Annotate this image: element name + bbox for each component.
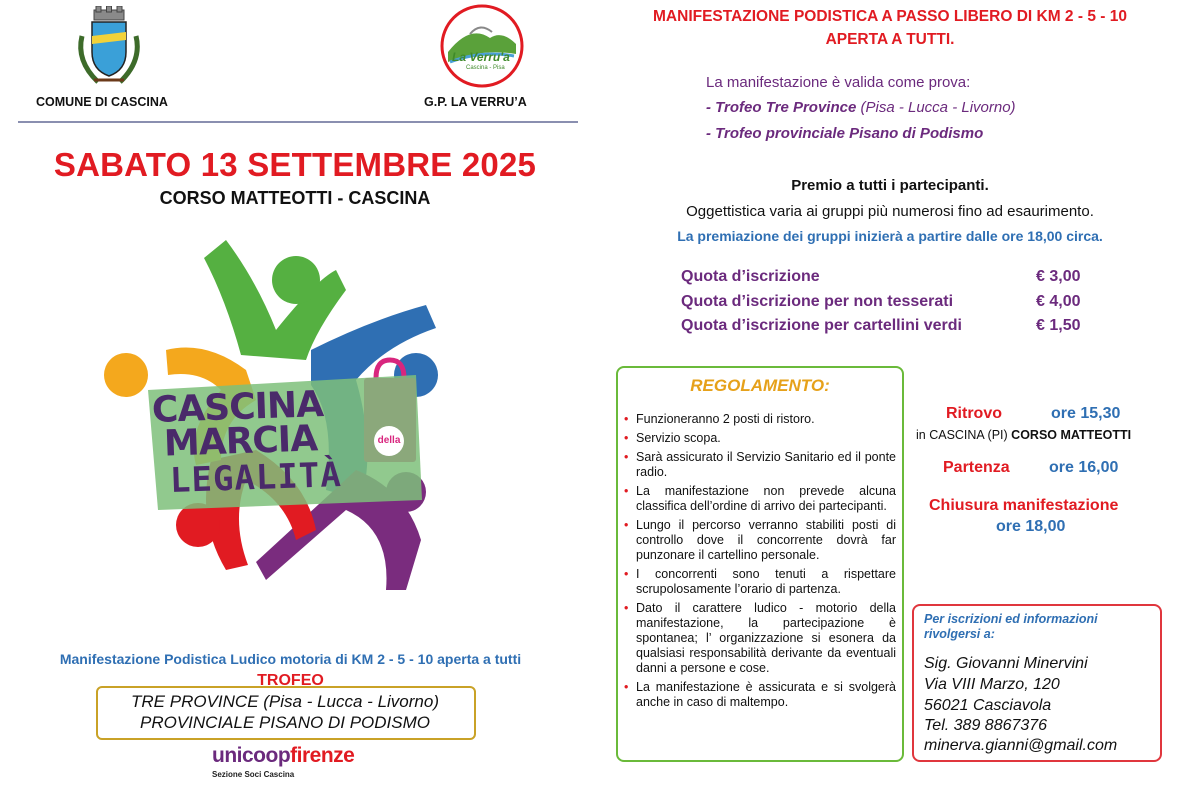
regolamento-list <box>624 412 896 714</box>
logo-tag: della <box>374 426 404 456</box>
partenza-label: Partenza <box>943 459 1010 476</box>
trofeo-line-1: TRE PROVINCE (Pisa - Lucca - Livorno) <box>131 692 439 711</box>
comune-label: COMUNE DI CASCINA <box>36 95 168 109</box>
validity-item-1-name: - Trofeo Tre Province <box>706 99 857 116</box>
event-date: SABATO 13 SETTEMBRE 2025 <box>53 146 537 183</box>
contact-email[interactable]: minerva.gianni@gmail.com <box>924 737 1118 754</box>
regolamento-item: • Sarà assicurato il Servizio Sanitario ed il ponte radio. <box>624 450 896 480</box>
contact-phone: Tel. 389 8867376 <box>924 717 1048 734</box>
sponsor-logo <box>212 744 354 768</box>
contact-street: Via VIII Marzo, 120 <box>924 676 1060 693</box>
fee-label-3: Quota d’iscrizione per cartellini verdi <box>681 317 962 334</box>
club-label: G.P. LA VERRU’A <box>424 95 527 109</box>
ritrovo-place-prefix: in CASCINA (PI) <box>916 428 1012 442</box>
ritrovo-time: ore 15,30 <box>1051 405 1121 422</box>
club-logo-subtext: Cascina - Pisa <box>466 65 505 71</box>
logo-line-3: LEGALITÀ <box>169 455 343 501</box>
regolamento-item: • I concorrenti sono tenuti a rispettare scrupolosamente l’orario di partenza. <box>624 567 896 597</box>
trofeo-heading: TROFEO <box>257 672 324 689</box>
fee-amount-3: € 1,50 <box>1036 317 1081 334</box>
club-logo <box>440 4 524 88</box>
comune-coat-of-arms <box>72 6 146 88</box>
sponsor-subtitle: Sezione Soci Cascina <box>212 770 295 779</box>
contact-city: 56021 Casciavola <box>924 697 1052 714</box>
ritrovo-label: Ritrovo <box>946 405 1002 422</box>
fee-amount-2: € 4,00 <box>1036 293 1081 310</box>
contact-name: Sig. Giovanni Minervini <box>924 655 1088 672</box>
regolamento-item: • Servizio scopa. <box>624 431 896 446</box>
fee-label-2: Quota d’iscrizione per non tesserati <box>681 293 954 310</box>
chiusura-label: Chiusura manifestazione <box>929 497 1119 514</box>
validity-item-1-detail: (Pisa - Lucca - Livorno) <box>856 99 1016 116</box>
fee-amount-1: € 3,00 <box>1036 268 1081 285</box>
event-description: Manifestazione Podistica Ludico motoria di KM 2 - 5 - 10 aperta a tutti <box>59 651 522 667</box>
contact-title-line-1: Per iscrizioni ed informazioni <box>924 612 1098 626</box>
event-venue: CORSO MATTEOTTI - CASCINA <box>159 188 431 208</box>
regolamento-item: • Funzioneranno 2 posti di ristoro. <box>624 412 896 427</box>
ritrovo-place-street: CORSO MATTEOTTI <box>1011 428 1132 442</box>
regolamento-item: • Lungo il percorso verranno stabiliti posti di controllo dove il concorrente dovrà far punzonare il cartellino personale. <box>624 518 896 563</box>
regolamento-item: • La manifestazione è assicurata e si svolgerà anche in caso di maltempo. <box>624 680 896 710</box>
regolamento-title: REGOLAMENTO: <box>690 376 830 395</box>
right-heading-line-1: MANIFESTAZIONE PODISTICA A PASSO LIBERO DI KM 2 - 5 - 10 <box>653 8 1127 25</box>
validity-item-2 <box>706 125 983 142</box>
prize-sub: Oggettistica varia ai gruppi più numerosi fino ad esaurimento. <box>686 203 1094 220</box>
trofeo-line-2: PROVINCIALE PISANO DI PODISMO <box>139 713 430 732</box>
partenza-time: ore 16,00 <box>1049 459 1119 476</box>
chiusura-time: ore 18,00 <box>996 518 1066 535</box>
club-logo-text: La Verru'a <box>452 50 510 64</box>
validity-item-2-name: - Trofeo provinciale Pisano di Podismo <box>706 125 984 142</box>
prize-main: Premio a tutti i partecipanti. <box>791 177 989 194</box>
sponsor-name-part-1: unicoop <box>212 744 291 767</box>
validity-item-1 <box>706 99 1016 116</box>
sponsor-name-part-2: firenze <box>290 744 355 767</box>
ritrovo-place <box>916 428 1131 442</box>
regolamento-item: • Dato il carattere ludico - motorio della manifestazione, la partecipazione è spontanea; l’ organizzazione si esonera da qualsiasi responsabilità derivante da eventuali danni a persone e cose. <box>624 601 896 676</box>
logo-line-2: MARCIA <box>163 418 318 465</box>
header-divider <box>18 121 578 123</box>
fee-label-1: Quota d’iscrizione <box>681 268 820 285</box>
validity-intro: La manifestazione è valida come prova: <box>706 74 971 91</box>
contact-title-line-2: rivolgersi a: <box>924 627 995 641</box>
contact-title <box>924 612 1154 642</box>
prize-time: La premiazione dei gruppi inizierà a partire dalle ore 18,00 circa. <box>677 228 1103 244</box>
logo-line-1: CASCINA <box>151 384 324 431</box>
regolamento-item: • La manifestazione non prevede alcuna classifica dell’ordine di arrivo dei partecipanti. <box>624 484 896 514</box>
right-heading-line-2: APERTA A TUTTI. <box>825 31 955 48</box>
